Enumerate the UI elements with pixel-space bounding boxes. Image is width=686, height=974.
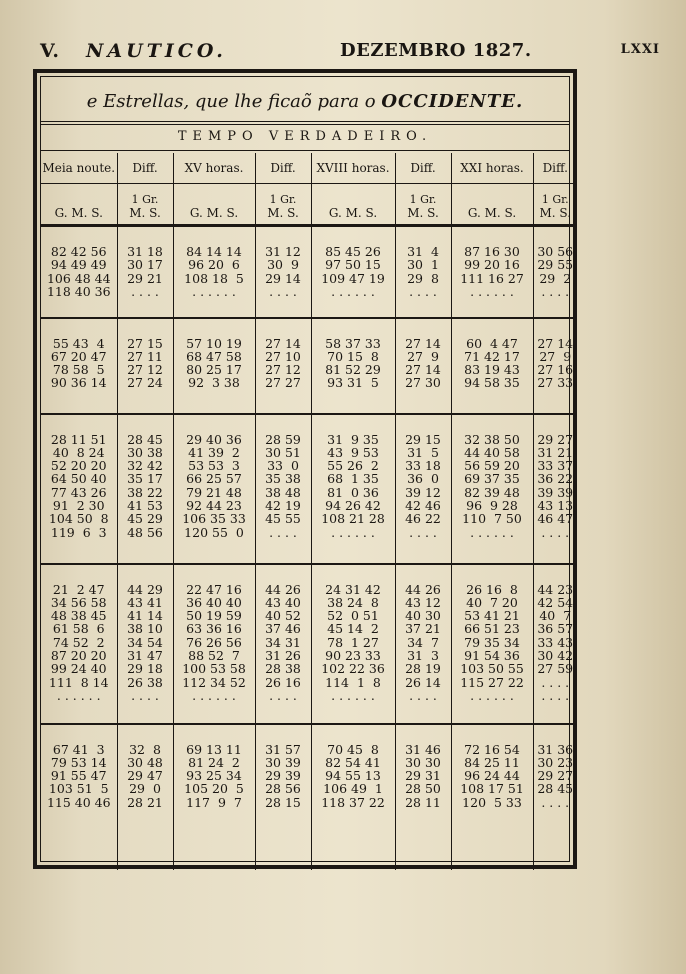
table-cell: 27 14 27 9 27 14 27 30 [395, 318, 451, 414]
table-cell: 84 14 14 96 20 6 108 18 5 . . . . . . [173, 226, 255, 318]
column-title: Diff. [395, 153, 451, 184]
column-title: Diff. [117, 153, 173, 184]
table-cell: 87 16 30 99 20 16 111 16 27 . . . . . . [451, 226, 533, 318]
table-cell: 31 12 30 9 29 14 . . . . [255, 226, 311, 318]
divider [41, 121, 569, 122]
page-header [40, 36, 660, 66]
unit-header: 1 Gr. M. S. [533, 184, 577, 226]
volume-label: V. [40, 40, 61, 62]
table-cell: 57 10 19 68 47 58 80 25 17 92 3 38 [173, 318, 255, 414]
table-frame [33, 69, 577, 869]
table-cell: 29 15 31 5 33 18 36 0 39 12 42 46 46 22 . . . . [395, 414, 451, 564]
table-inner-frame [40, 76, 574, 862]
table-cell: 31 46 30 30 29 31 28 50 28 11 [395, 724, 451, 870]
divider [41, 150, 569, 151]
table-cell: 31 36 30 23 29 27 28 45 . . . . [533, 724, 577, 870]
column-title: XXI horas. [451, 153, 533, 184]
table-cell: 44 29 43 41 41 14 38 10 34 54 31 47 29 18 26 38 . . . . [117, 564, 173, 724]
unit-header: G. M. S. [41, 184, 117, 226]
column-title: Diff. [255, 153, 311, 184]
table-cell: 22 47 16 36 40 40 50 19 59 63 36 16 76 26 56 88 52 7 100 53 58 112 34 52 . . . . . . [173, 564, 255, 724]
table-cell: 32 8 30 48 29 47 29 0 28 21 [117, 724, 173, 870]
table-cell: 31 9 35 43 9 53 55 26 2 68 1 35 81 0 36 94 26 42 108 21 28 . . . . . . [311, 414, 395, 564]
table-cell: 27 14 27 9 27 16 27 33 [533, 318, 577, 414]
table-cell: 72 16 54 84 25 11 96 24 44 108 17 51 120 5 33 [451, 724, 533, 870]
table-cell: 69 13 11 81 24 2 93 25 34 105 20 5 117 9 7 [173, 724, 255, 870]
table-cell: 21 2 47 34 56 58 48 38 45 61 58 6 74 52 2 87 20 20 99 24 40 111 8 14 . . . . . . [41, 564, 117, 724]
table-cell: 82 42 56 94 49 49 106 48 44 118 40 36 [46, 244, 111, 299]
table-cell: 60 4 47 71 42 17 83 19 43 94 58 35 [451, 318, 533, 414]
table-cell: 27 14 27 10 27 12 27 27 [255, 318, 311, 414]
table-cell: 67 41 3 79 53 14 91 55 47 103 51 5 115 40 46 [41, 724, 117, 870]
table-cell: 70 45 8 82 54 41 94 55 13 106 49 1 118 37 22 [311, 724, 395, 870]
subtitle-direction: OCCIDENTE. [381, 91, 524, 112]
subtitle-prefix: e Estrellas, que lhe ficaõ para o [86, 91, 376, 112]
table-cell: 55 43 4 67 20 47 78 58 5 90 36 14 [41, 318, 117, 414]
column-title-row [41, 153, 577, 184]
table-cell: 44 23 42 54 40 7 36 57 33 43 30 42 27 59 . . . . . . . . [533, 564, 577, 724]
column-title: Meia noute. [41, 153, 117, 184]
table-cell: 44 26 43 40 40 52 37 46 34 31 31 26 28 38 26 16 . . . . [255, 564, 311, 724]
title-label: NAUTICO. [86, 40, 227, 62]
table-cell: 29 40 36 41 39 2 53 53 3 66 25 57 79 21 48 92 44 23 106 35 33 120 55 0 [173, 414, 255, 564]
table-cell: 28 11 51 40 8 24 52 20 20 64 50 40 77 43 26 91 2 30 104 50 8 119 6 3 [41, 414, 117, 564]
month-label: DEZEMBRO 1827. [340, 40, 532, 61]
table-cell: 30 56 29 55 29 2 . . . . [533, 226, 577, 318]
table-cell: 28 45 30 38 32 42 35 17 38 22 41 53 45 29 48 56 [117, 414, 173, 564]
table-cell: 28 59 30 51 33 0 35 38 38 48 42 19 45 55 . . . . [255, 414, 311, 564]
table-cell: 27 15 27 11 27 12 27 24 [117, 318, 173, 414]
table-cell: 26 16 8 40 7 20 53 41 21 66 51 23 79 35 34 91 54 36 103 50 55 115 27 22 . . . . . . [451, 564, 533, 724]
page-number: LXXI [620, 42, 660, 57]
table-row-group-1 [41, 226, 577, 318]
unit-header: G. M. S. [451, 184, 533, 226]
table-cell: 31 57 30 39 29 39 28 56 28 15 [255, 724, 311, 870]
table-cell: 31 18 30 17 29 21 . . . . [117, 226, 173, 318]
unit-header: 1 Gr. M. S. [395, 184, 451, 226]
table-cell: 24 31 42 38 24 8 52 0 51 45 14 2 78 1 27 90 23 33 102 22 36 114 1 8 . . . . . . [311, 564, 395, 724]
table-cell: 31 4 30 1 29 8 . . . . [395, 226, 451, 318]
header-left [40, 40, 227, 62]
ephemeris-table [41, 153, 577, 870]
unit-header: 1 Gr. M. S. [117, 184, 173, 226]
column-title: XVIII horas. [311, 153, 395, 184]
column-title: XV horas. [173, 153, 255, 184]
column-title: Diff. [533, 153, 577, 184]
table-cell: 44 26 43 12 40 30 37 21 34 7 31 3 28 19 26 14 . . . . [395, 564, 451, 724]
unit-header: G. M. S. [173, 184, 255, 226]
unit-header: G. M. S. [311, 184, 395, 226]
table-cell: 85 45 26 97 50 15 109 47 19 . . . . . . [311, 226, 395, 318]
divider [41, 124, 569, 125]
table-row-group-5 [41, 724, 577, 870]
tempo-heading: TEMPO VERDADEIRO. [177, 129, 433, 144]
unit-header: 1 Gr. M. S. [255, 184, 311, 226]
unit-row [41, 184, 577, 226]
table-row-group-3 [41, 414, 577, 564]
table-subtitle [41, 91, 569, 112]
table-cell: 32 38 50 44 40 58 56 59 20 69 37 35 82 39 48 96 9 28 110 7 50 . . . . . . [451, 414, 533, 564]
table-cell: 58 37 33 70 15 8 81 52 29 93 31 5 [311, 318, 395, 414]
table-cell: 29 27 31 21 33 37 36 22 39 39 43 13 46 47 . . . . [533, 414, 577, 564]
table-row-group-2 [41, 318, 577, 414]
table-row-group-4 [41, 564, 577, 724]
